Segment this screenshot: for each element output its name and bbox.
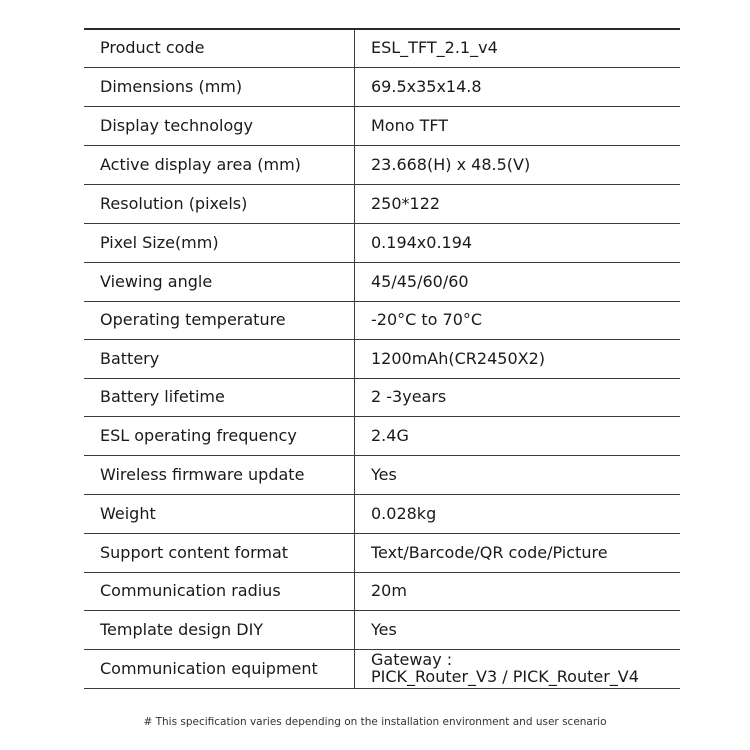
spec-value: Yes (354, 456, 680, 494)
spec-value: ESL_TFT_2.1_v4 (354, 30, 680, 67)
spec-row-communication-equipment (84, 650, 680, 689)
spec-row-battery-lifetime (84, 379, 680, 417)
spec-row-template-design (84, 611, 680, 650)
spec-row-wireless-firmware-update (84, 456, 680, 495)
spec-label: Display technology (100, 115, 253, 135)
spec-value: 20m (354, 573, 680, 610)
spec-value: 250*122 (354, 185, 680, 223)
spec-row-active-display-area (84, 146, 680, 185)
spec-label: Product code (100, 38, 205, 58)
spec-row-esl-frequency (84, 417, 680, 456)
spec-label: Operating temperature (100, 310, 286, 330)
spec-row-display-technology (84, 107, 680, 146)
spec-label: Weight (100, 503, 156, 523)
spec-label: Active display area (mm) (100, 154, 301, 174)
spec-label: Communication equipment (100, 658, 318, 678)
spec-row-pixel-size (84, 224, 680, 263)
spec-value: Yes (354, 611, 680, 649)
spec-value: 1200mAh(CR2450X2) (354, 340, 680, 378)
spec-label: Battery (100, 348, 160, 368)
spec-label: Battery lifetime (100, 387, 225, 407)
spec-row-weight (84, 495, 680, 534)
spec-value (354, 650, 680, 688)
spec-row-resolution (84, 185, 680, 224)
spec-row-operating-temperature (84, 302, 680, 340)
spec-value-line: Gateway : (371, 650, 453, 670)
spec-label: Template design DIY (100, 619, 264, 639)
footnote: # This specification varies depending on the installation environment and user scenario (143, 716, 607, 728)
spec-value: 2 -3years (354, 379, 680, 416)
spec-label: ESL operating frequency (100, 425, 297, 445)
spec-value-line: PICK_Router_V3 / PICK_Router_V4 (371, 667, 639, 686)
spec-value: 23.668(H) x 48.5(V) (354, 146, 680, 184)
spec-row-battery (84, 340, 680, 379)
spec-label: Pixel Size(mm) (100, 232, 219, 252)
spec-label: Viewing angle (100, 271, 213, 291)
spec-label: Dimensions (mm) (100, 76, 243, 96)
spec-label: Communication radius (100, 581, 281, 601)
spec-row-product-code (84, 30, 680, 68)
spec-label: Wireless firmware update (100, 464, 305, 484)
spec-value: 0.194x0.194 (354, 224, 680, 262)
spec-row-dimensions (84, 68, 680, 107)
spec-table (84, 28, 680, 689)
spec-label: Resolution (pixels) (100, 193, 248, 213)
spec-value: 0.028kg (354, 495, 680, 533)
spec-value: 2.4G (354, 417, 680, 455)
spec-row-content-format (84, 534, 680, 573)
spec-value: -20°C to 70°C (354, 302, 680, 339)
spec-value: Text/Barcode/QR code/Picture (354, 534, 680, 572)
spec-value: 69.5x35x14.8 (354, 68, 680, 106)
spec-label: Support content format (100, 542, 289, 562)
spec-value: Mono TFT (354, 107, 680, 145)
spec-value: 45/45/60/60 (354, 263, 680, 301)
spec-row-communication-radius (84, 573, 680, 611)
spec-row-viewing-angle (84, 263, 680, 302)
